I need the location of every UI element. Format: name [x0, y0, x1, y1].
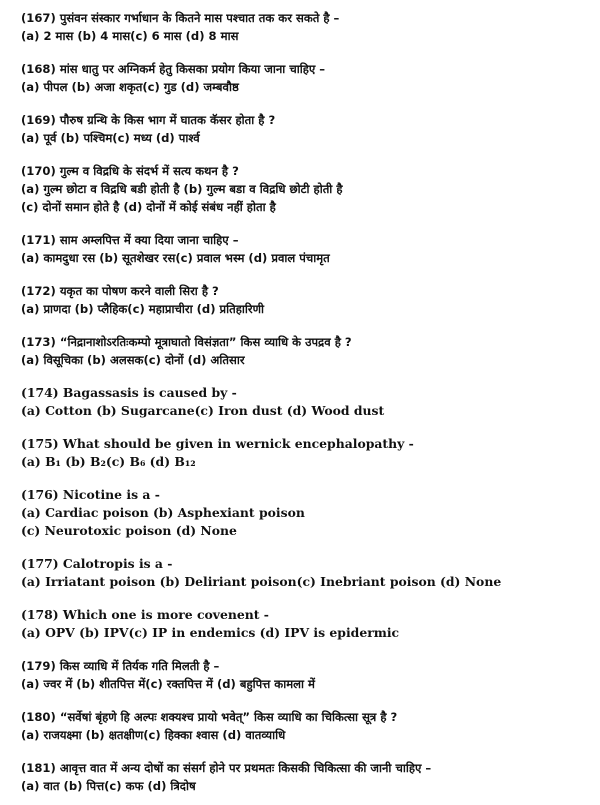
question-options: (a) OPV (b) IPV(c) IP in endemics (d) IPV is epidermic	[21, 625, 400, 640]
question-options: (a) कामदुधा रस (b) सूतशेखर रस(c) प्रवाल भस्म (d) प्रवाल पंचामृत	[21, 251, 330, 265]
question-item	[21, 9, 600, 45]
question-text: (175) What should be given in wernick encephalopathy -	[21, 436, 414, 451]
question-text: (178) Which one is more covenent -	[21, 607, 269, 622]
question-options: (a) गुल्म छोटा व विद्रधि बडी होती है (b) गुल्म बडा व विद्रधि छोटी होती है	[21, 182, 343, 196]
question-options: (a) 2 मास (b) 4 मास(c) 6 मास (d) 8 मास	[21, 29, 239, 43]
question-item	[21, 486, 600, 540]
question-options: (c) Neurotoxic poison (d) None	[21, 523, 237, 538]
question-item	[21, 435, 600, 471]
question-text: (172) यकृत का पोषण करने वाली सिरा है ?	[21, 284, 219, 298]
question-item	[21, 384, 600, 420]
question-text: (173) “निद्रानाशोऽरतिःकम्पो मूत्राघातो विसंज्ञता” किस व्याधि के उपद्रव है ?	[21, 335, 352, 349]
question-options: (a) B₁ (b) B₂(c) B₆ (d) B₁₂	[21, 454, 196, 469]
question-item	[21, 282, 600, 318]
question-options: (a) Cotton (b) Sugarcane(c) Iron dust (d) Wood dust	[21, 403, 385, 418]
question-text: (174) Bagassasis is caused by -	[21, 385, 237, 400]
question-text: (181) आवृत्त वात में अन्य दोषों का संसर्ग होने पर प्रथमतः किसकी चिकित्सा की जानी चाहिए –	[21, 761, 432, 775]
question-item	[21, 657, 600, 693]
question-options: (c) दोनों समान होते है (d) दोनों में कोई संबंध नहीं होता है	[21, 200, 276, 214]
question-text: (171) साम अम्लपित्त में क्या दिया जाना चाहिए –	[21, 233, 239, 247]
question-options: (a) प्राणदा (b) प्लैहिक(c) महाप्राचीरा (d) प्रतिहारिणी	[21, 302, 265, 316]
question-options: (a) Irriatant poison (b) Deliriant poison(c) Inebriant poison (d) None	[21, 574, 502, 589]
question-item	[21, 60, 600, 96]
question-list	[21, 9, 600, 795]
question-options: (a) विसूचिका (b) अलसक(c) दोनों (d) अतिसार	[21, 353, 245, 367]
question-options: (a) पूर्व (b) पश्चिम(c) मध्य (d) पार्श्व	[21, 131, 200, 145]
question-text: (177) Calotropis is a -	[21, 556, 173, 571]
question-text: (179) किस व्याधि में तिर्यक गति मिलती है –	[21, 659, 220, 673]
question-text: (168) मांस धातु पर अग्निकर्म हेतु किसका प्रयोग किया जाना चाहिए –	[21, 62, 326, 76]
question-item	[21, 231, 600, 267]
question-text: (176) Nicotine is a -	[21, 487, 160, 502]
question-text: (167) पुसंवन संस्कार गर्भाधान के कितने मास पश्चात तक कर सकते है –	[21, 11, 340, 25]
question-item	[21, 111, 600, 147]
question-options: (a) राजयक्ष्मा (b) क्षतक्षीण(c) हिक्का श्वास (d) वातव्याधि	[21, 728, 286, 742]
question-options: (a) पीपल (b) अजा शकृत(c) गुड (d) जम्बवौष्ठ	[21, 80, 239, 94]
question-item	[21, 708, 600, 744]
question-item	[21, 759, 600, 795]
question-text: (169) पौरुष ग्रन्थि के किस भाग में घातक कॅसर होता है ?	[21, 113, 276, 127]
question-item	[21, 333, 600, 369]
question-item	[21, 555, 600, 591]
question-item	[21, 162, 600, 216]
question-options: (a) वात (b) पित्त(c) कफ (d) त्रिदोष	[21, 779, 196, 793]
question-item	[21, 606, 600, 642]
question-text: (170) गुल्म व विद्रधि के संदर्भ में सत्य कथन है ?	[21, 164, 239, 178]
question-options: (a) Cardiac poison (b) Asphexiant poison	[21, 505, 305, 520]
question-text: (180) “सर्वेषां बृंहणे हि अल्पः शक्यश्च प्रायो भवेत्” किस व्याधि का चिकित्सा सूत्र है ?	[21, 710, 398, 724]
question-options: (a) ज्वर में (b) शीतपित्त में(c) रक्तपित्त में (d) बहुपित्त कामला में	[21, 677, 315, 691]
